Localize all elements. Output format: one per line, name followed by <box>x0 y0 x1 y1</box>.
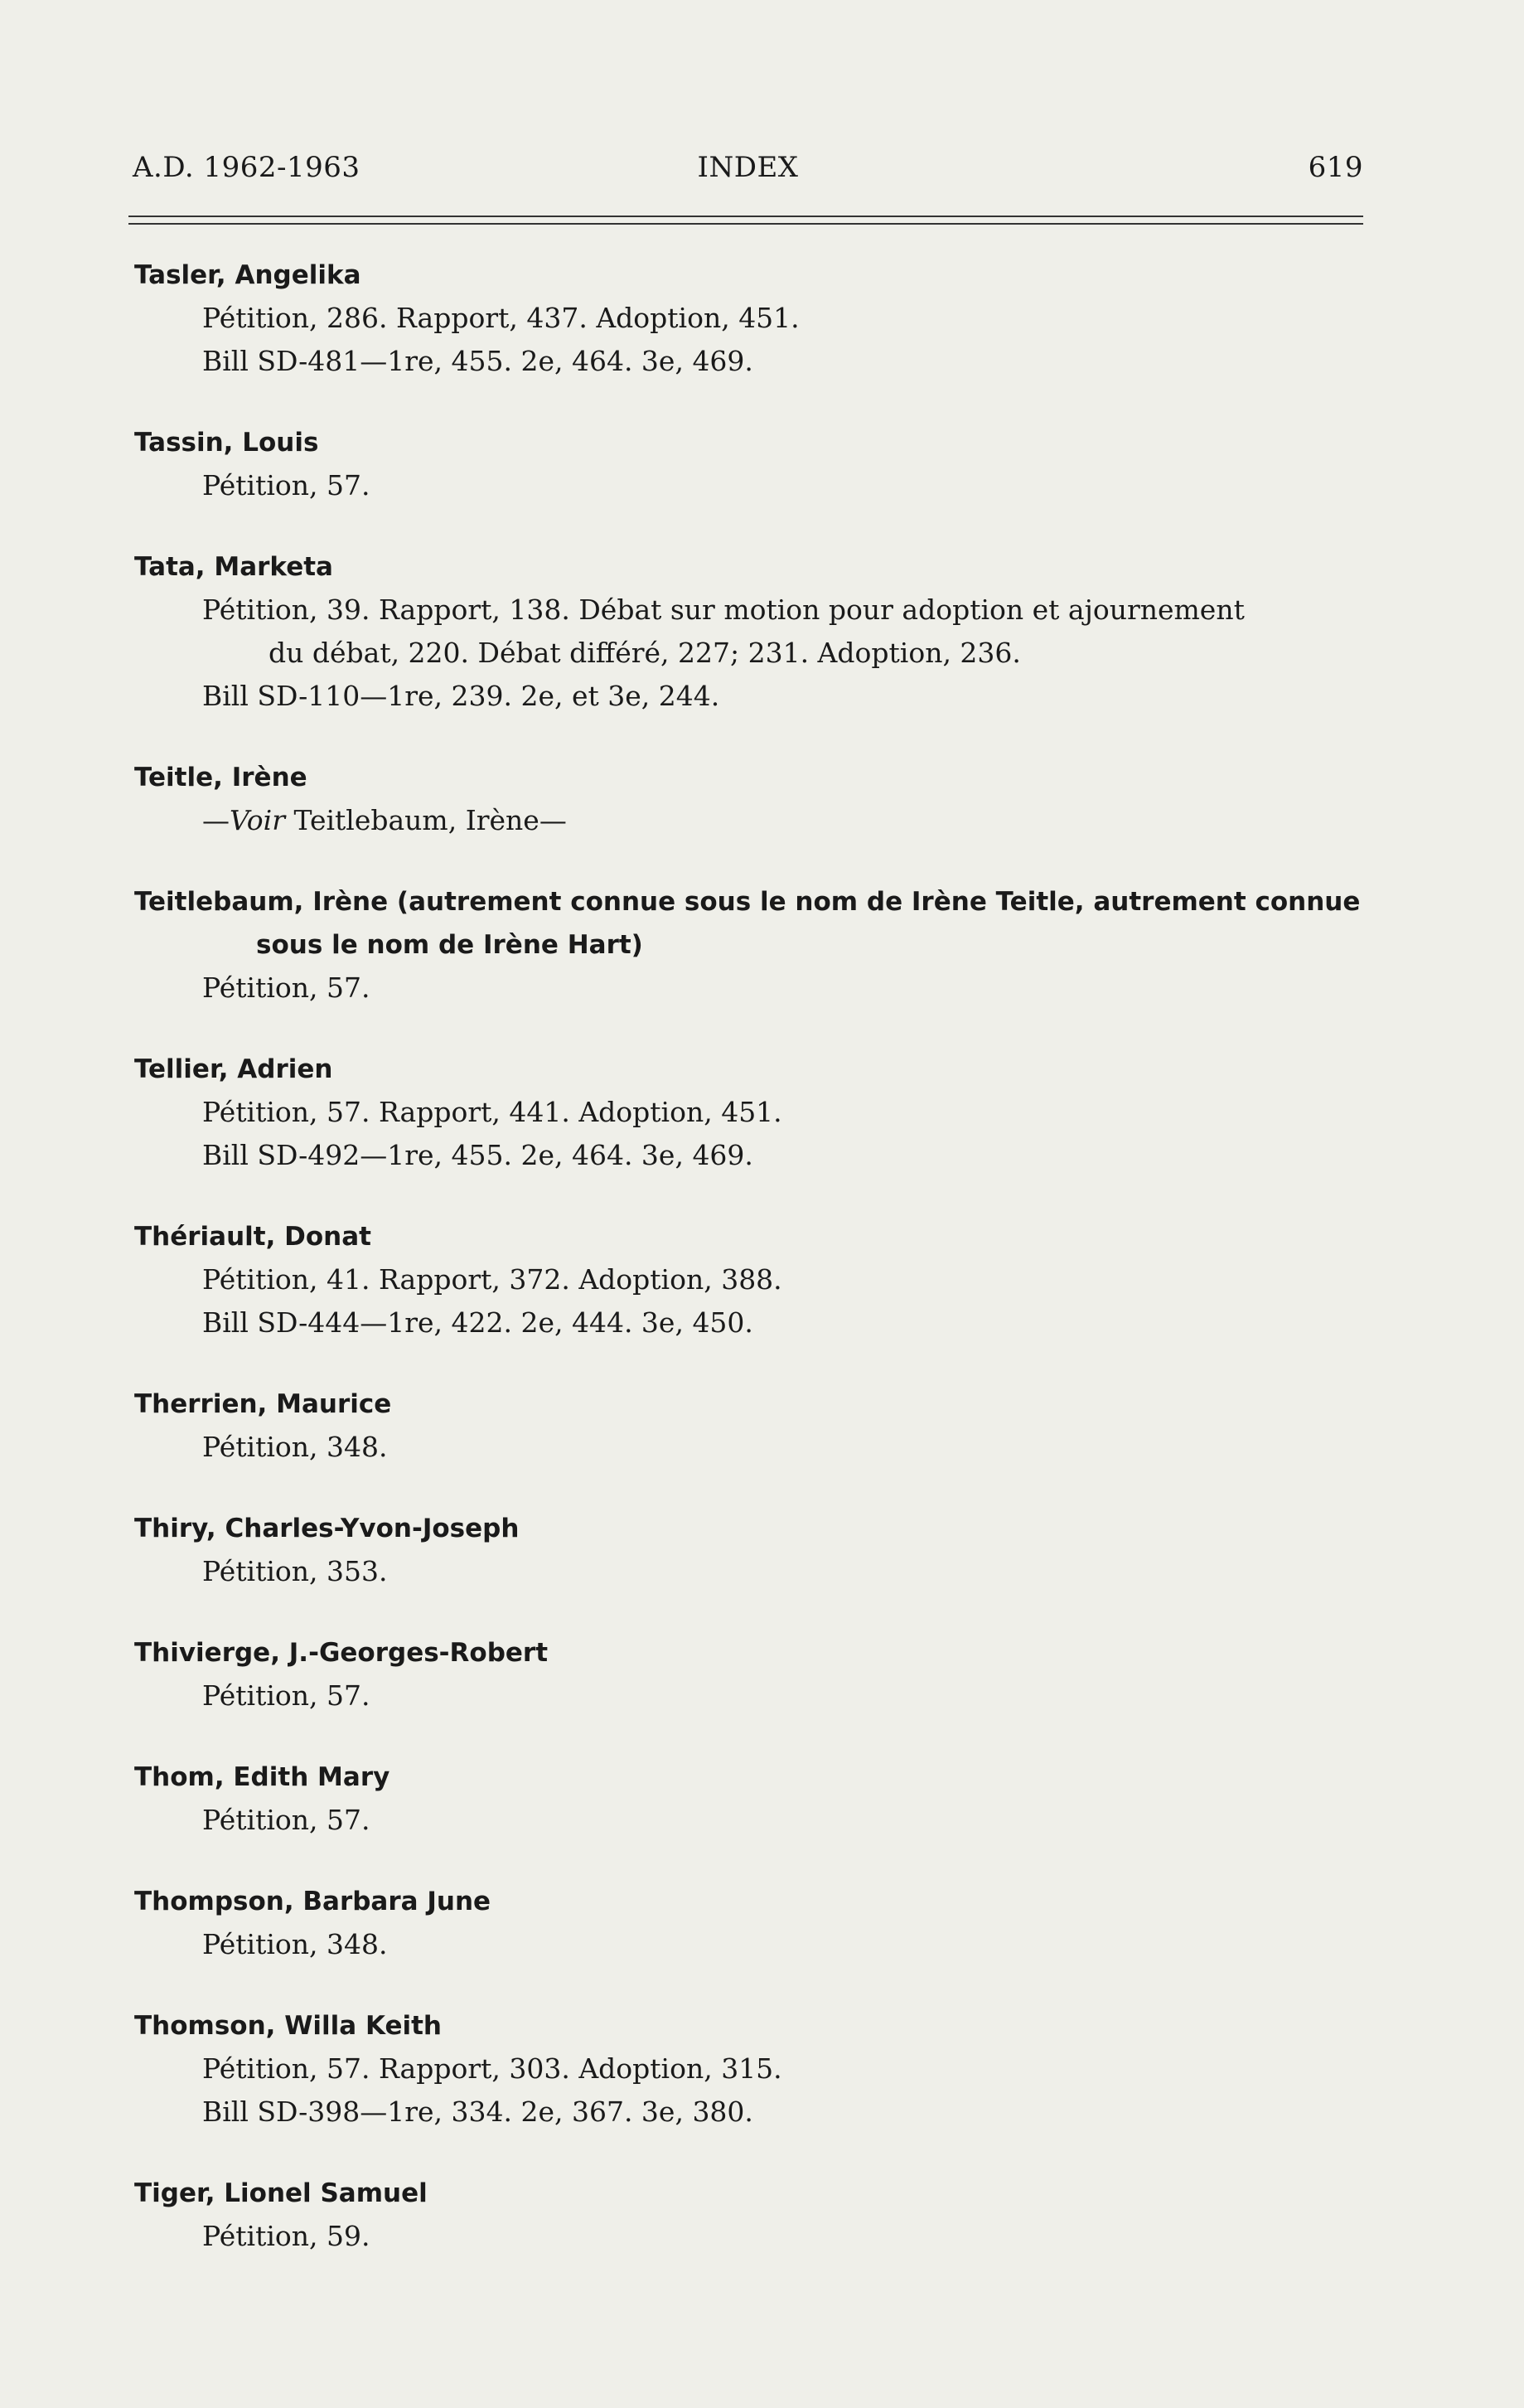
entry-line: Pétition, 286. Rapport, 437. Adoption, 451. <box>202 302 800 334</box>
index-entry <box>134 254 1369 383</box>
index-entry <box>134 1215 1369 1345</box>
entry-line: Pétition, 348. <box>202 1928 388 1960</box>
entry-line: Pétition, 57. <box>202 971 370 1004</box>
header-years: A.D. 1962-1963 <box>133 151 360 184</box>
index-entry <box>134 880 1369 1010</box>
entry-name: Tiger, Lionel Samuel <box>134 2178 428 2208</box>
entry-line: Pétition, 41. Rapport, 372. Adoption, 388. <box>202 1263 782 1296</box>
entry-name: Thiry, Charles-Yvon-Joseph <box>134 1514 520 1543</box>
index-entry <box>134 1048 1369 1177</box>
index-entry <box>134 2004 1369 2134</box>
index-entries <box>134 254 1369 2258</box>
index-entry <box>134 1383 1369 1469</box>
cross-reference-target: Teitlebaum, Irène— <box>285 804 567 836</box>
entry-name: Tata, Marketa <box>134 552 333 582</box>
entry-name: Therrien, Maurice <box>134 1389 392 1419</box>
entry-line: Pétition, 39. Rapport, 138. Débat sur motion pour adoption et ajournement <box>202 594 1245 626</box>
entry-name: Teitle, Irène <box>134 763 307 792</box>
entry-line: Bill SD-481—1re, 455. 2e, 464. 3e, 469. <box>202 345 753 377</box>
entry-line: Pétition, 353. <box>202 1555 388 1587</box>
entry-line: Bill SD-492—1re, 455. 2e, 464. 3e, 469. <box>202 1139 753 1171</box>
entry-line: Bill SD-398—1re, 334. 2e, 367. 3e, 380. <box>202 2095 753 2128</box>
entry-line: Pétition, 57. <box>202 1804 370 1836</box>
index-entry <box>134 545 1369 718</box>
page-number: 619 <box>1308 151 1363 184</box>
entry-line: Bill SD-110—1re, 239. 2e, et 3e, 244. <box>202 680 720 712</box>
entry-name: Tasler, Angelika <box>134 260 361 290</box>
entry-line: Bill SD-444—1re, 422. 2e, 444. 3e, 450. <box>202 1306 753 1339</box>
header-rule-top <box>128 216 1363 217</box>
index-entry <box>134 2172 1369 2258</box>
entry-line: Pétition, 57. <box>202 469 370 501</box>
index-entry <box>134 1880 1369 1966</box>
header-title: INDEX <box>697 151 799 184</box>
index-entry <box>134 756 1369 842</box>
index-entry <box>134 1756 1369 1842</box>
entry-line: Pétition, 348. <box>202 1431 388 1463</box>
entry-line: Pétition, 57. <box>202 1679 370 1712</box>
entry-name: Thomson, Willa Keith <box>134 2011 443 2041</box>
entry-line: Pétition, 57. Rapport, 303. Adoption, 315. <box>202 2052 782 2085</box>
entry-name: Tassin, Louis <box>134 428 319 458</box>
entry-line: Pétition, 57. Rapport, 441. Adoption, 451. <box>202 1096 782 1128</box>
index-entry <box>134 1507 1369 1593</box>
entry-name: Thivierge, J.-Georges-Robert <box>134 1638 549 1668</box>
header-rule-bottom <box>128 223 1363 225</box>
entry-name: Thompson, Barbara June <box>134 1887 491 1916</box>
entry-name: Tellier, Adrien <box>134 1054 333 1084</box>
page-header <box>133 151 1363 192</box>
entry-line-continuation: du débat, 220. Débat différé, 227; 231. Adoption, 236. <box>269 637 1021 669</box>
index-entry <box>134 421 1369 507</box>
index-entry <box>134 1631 1369 1718</box>
entry-name-continuation: sous le nom de Irène Hart) <box>256 930 643 960</box>
voir-label: Voir <box>230 804 285 836</box>
cross-reference <box>134 799 1369 842</box>
entry-name: Thériault, Donat <box>134 1222 371 1252</box>
entry-name: Thom, Edith Mary <box>134 1762 390 1792</box>
cross-reference-dash: — <box>202 804 230 836</box>
entry-line: Pétition, 59. <box>202 2220 370 2252</box>
entry-name: Teitlebaum, Irène (autrement connue sous le nom de Irène Teitle, autrement connue <box>134 887 1361 917</box>
